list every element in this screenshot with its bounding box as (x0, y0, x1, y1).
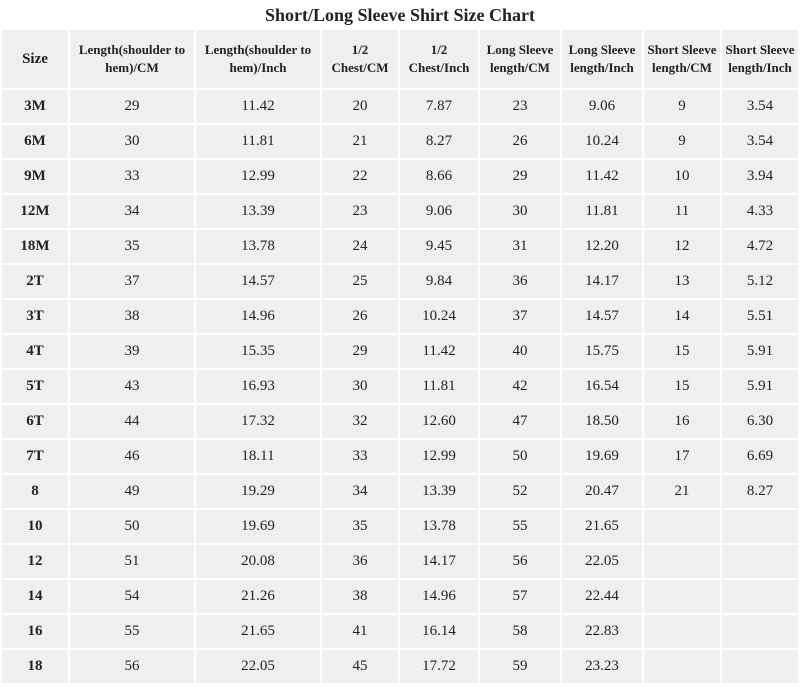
size-cell: 2T (2, 265, 68, 298)
long-sleeve-cm-cell: 52 (480, 475, 560, 508)
short-sleeve-cm-cell: 21 (644, 475, 720, 508)
short-sleeve-inch-cell (722, 650, 798, 683)
short-sleeve-inch-cell: 8.27 (722, 475, 798, 508)
chest-inch-cell: 9.06 (400, 195, 478, 228)
short-sleeve-inch-cell: 4.33 (722, 195, 798, 228)
long-sleeve-inch-cell: 19.69 (562, 440, 642, 473)
short-sleeve-inch-cell (722, 510, 798, 543)
chest-cm-cell: 34 (322, 475, 398, 508)
short-sleeve-inch-cell (722, 580, 798, 613)
length-cm-cell: 46 (70, 440, 194, 473)
short-sleeve-inch-cell (722, 615, 798, 648)
chest-cm-cell: 24 (322, 230, 398, 263)
long-sleeve-inch-cell: 23.23 (562, 650, 642, 683)
short-sleeve-cm-cell: 15 (644, 335, 720, 368)
length-inch-cell: 13.39 (196, 195, 320, 228)
chest-inch-cell: 8.27 (400, 125, 478, 158)
length-cm-cell: 44 (70, 405, 194, 438)
short-sleeve-cm-cell: 11 (644, 195, 720, 228)
long-sleeve-inch-cell: 14.17 (562, 265, 642, 298)
long-sleeve-inch-cell: 21.65 (562, 510, 642, 543)
table-body (2, 90, 798, 683)
short-sleeve-cm-cell (644, 650, 720, 683)
length-cm-cell: 34 (70, 195, 194, 228)
length-inch-cell: 11.81 (196, 125, 320, 158)
size-cell: 12 (2, 545, 68, 578)
short-sleeve-inch-cell: 6.69 (722, 440, 798, 473)
long-sleeve-inch-cell: 22.44 (562, 580, 642, 613)
long-sleeve-cm-cell: 40 (480, 335, 560, 368)
size-cell: 10 (2, 510, 68, 543)
short-sleeve-cm-cell: 15 (644, 370, 720, 403)
chest-inch-cell: 7.87 (400, 90, 478, 123)
long-sleeve-cm-cell: 55 (480, 510, 560, 543)
table-row (2, 405, 798, 438)
size-cell: 3T (2, 300, 68, 333)
chest-inch-cell: 9.45 (400, 230, 478, 263)
long-sleeve-inch-cell: 16.54 (562, 370, 642, 403)
chest-cm-cell: 23 (322, 195, 398, 228)
chest-cm-cell: 22 (322, 160, 398, 193)
length-inch-cell: 18.11 (196, 440, 320, 473)
length-inch-cell: 17.32 (196, 405, 320, 438)
chest-inch-cell: 11.42 (400, 335, 478, 368)
size-cell: 18M (2, 230, 68, 263)
long-sleeve-inch-cell: 11.42 (562, 160, 642, 193)
long-sleeve-inch-cell: 20.47 (562, 475, 642, 508)
long-sleeve-cm-cell: 23 (480, 90, 560, 123)
length-inch-cell: 14.96 (196, 300, 320, 333)
size-cell: 16 (2, 615, 68, 648)
column-header-short-sleeve-inch: Short Sleeve length/Inch (722, 30, 798, 88)
short-sleeve-inch-cell: 3.54 (722, 125, 798, 158)
length-cm-cell: 55 (70, 615, 194, 648)
long-sleeve-inch-cell: 18.50 (562, 405, 642, 438)
table-row (2, 195, 798, 228)
chest-cm-cell: 45 (322, 650, 398, 683)
table-row (2, 440, 798, 473)
long-sleeve-inch-cell: 12.20 (562, 230, 642, 263)
length-cm-cell: 54 (70, 580, 194, 613)
table-row (2, 90, 798, 123)
length-cm-cell: 35 (70, 230, 194, 263)
chest-inch-cell: 12.99 (400, 440, 478, 473)
table-row (2, 125, 798, 158)
table-row (2, 510, 798, 543)
long-sleeve-cm-cell: 31 (480, 230, 560, 263)
chest-cm-cell: 30 (322, 370, 398, 403)
length-cm-cell: 39 (70, 335, 194, 368)
header-row (2, 30, 798, 88)
chest-cm-cell: 35 (322, 510, 398, 543)
short-sleeve-inch-cell (722, 545, 798, 578)
long-sleeve-inch-cell: 9.06 (562, 90, 642, 123)
column-header-chest-cm: 1/2 Chest/CM (322, 30, 398, 88)
length-cm-cell: 33 (70, 160, 194, 193)
short-sleeve-cm-cell (644, 580, 720, 613)
size-cell: 5T (2, 370, 68, 403)
table-row (2, 265, 798, 298)
long-sleeve-cm-cell: 30 (480, 195, 560, 228)
long-sleeve-cm-cell: 58 (480, 615, 560, 648)
short-sleeve-inch-cell: 4.72 (722, 230, 798, 263)
length-cm-cell: 29 (70, 90, 194, 123)
long-sleeve-cm-cell: 56 (480, 545, 560, 578)
chest-inch-cell: 13.78 (400, 510, 478, 543)
size-cell: 7T (2, 440, 68, 473)
size-cell: 12M (2, 195, 68, 228)
length-inch-cell: 21.65 (196, 615, 320, 648)
chest-inch-cell: 11.81 (400, 370, 478, 403)
long-sleeve-cm-cell: 26 (480, 125, 560, 158)
length-cm-cell: 49 (70, 475, 194, 508)
table-row (2, 230, 798, 263)
table-header (2, 30, 798, 88)
chest-inch-cell: 16.14 (400, 615, 478, 648)
chest-cm-cell: 32 (322, 405, 398, 438)
short-sleeve-cm-cell: 17 (644, 440, 720, 473)
chest-inch-cell: 13.39 (400, 475, 478, 508)
table-row (2, 650, 798, 683)
length-inch-cell: 15.35 (196, 335, 320, 368)
table-row (2, 370, 798, 403)
length-inch-cell: 12.99 (196, 160, 320, 193)
short-sleeve-inch-cell: 3.54 (722, 90, 798, 123)
short-sleeve-inch-cell: 3.94 (722, 160, 798, 193)
short-sleeve-inch-cell: 5.12 (722, 265, 798, 298)
column-header-length-cm: Length(shoulder to hem)/CM (70, 30, 194, 88)
column-header-long-sleeve-cm: Long Sleeve length/CM (480, 30, 560, 88)
length-cm-cell: 38 (70, 300, 194, 333)
length-inch-cell: 20.08 (196, 545, 320, 578)
length-inch-cell: 19.29 (196, 475, 320, 508)
long-sleeve-inch-cell: 14.57 (562, 300, 642, 333)
short-sleeve-cm-cell: 12 (644, 230, 720, 263)
length-inch-cell: 14.57 (196, 265, 320, 298)
table-row (2, 160, 798, 193)
column-header-long-sleeve-inch: Long Sleeve length/Inch (562, 30, 642, 88)
chest-inch-cell: 10.24 (400, 300, 478, 333)
table-row (2, 335, 798, 368)
chest-inch-cell: 17.72 (400, 650, 478, 683)
size-cell: 6M (2, 125, 68, 158)
column-header-size: Size (2, 30, 68, 88)
chest-cm-cell: 29 (322, 335, 398, 368)
size-cell: 9M (2, 160, 68, 193)
size-cell: 3M (2, 90, 68, 123)
length-cm-cell: 50 (70, 510, 194, 543)
length-inch-cell: 16.93 (196, 370, 320, 403)
chest-inch-cell: 14.17 (400, 545, 478, 578)
chart-title: Short/Long Sleeve Shirt Size Chart (265, 5, 535, 25)
table-row (2, 580, 798, 613)
long-sleeve-inch-cell: 15.75 (562, 335, 642, 368)
length-inch-cell: 22.05 (196, 650, 320, 683)
column-header-short-sleeve-cm: Short Sleeve length/CM (644, 30, 720, 88)
long-sleeve-cm-cell: 50 (480, 440, 560, 473)
chest-cm-cell: 26 (322, 300, 398, 333)
short-sleeve-inch-cell: 5.91 (722, 370, 798, 403)
long-sleeve-inch-cell: 11.81 (562, 195, 642, 228)
short-sleeve-cm-cell (644, 615, 720, 648)
chest-inch-cell: 9.84 (400, 265, 478, 298)
long-sleeve-cm-cell: 59 (480, 650, 560, 683)
chest-cm-cell: 33 (322, 440, 398, 473)
length-inch-cell: 19.69 (196, 510, 320, 543)
size-cell: 14 (2, 580, 68, 613)
chest-inch-cell: 8.66 (400, 160, 478, 193)
long-sleeve-cm-cell: 57 (480, 580, 560, 613)
chest-cm-cell: 20 (322, 90, 398, 123)
table-row (2, 615, 798, 648)
chest-cm-cell: 25 (322, 265, 398, 298)
short-sleeve-cm-cell: 14 (644, 300, 720, 333)
chest-cm-cell: 41 (322, 615, 398, 648)
long-sleeve-inch-cell: 22.83 (562, 615, 642, 648)
table-row (2, 300, 798, 333)
size-cell: 6T (2, 405, 68, 438)
table-row (2, 545, 798, 578)
chest-inch-cell: 14.96 (400, 580, 478, 613)
length-cm-cell: 56 (70, 650, 194, 683)
short-sleeve-cm-cell: 10 (644, 160, 720, 193)
chest-inch-cell: 12.60 (400, 405, 478, 438)
long-sleeve-cm-cell: 47 (480, 405, 560, 438)
long-sleeve-cm-cell: 42 (480, 370, 560, 403)
long-sleeve-inch-cell: 22.05 (562, 545, 642, 578)
length-inch-cell: 11.42 (196, 90, 320, 123)
size-cell: 4T (2, 335, 68, 368)
chest-cm-cell: 21 (322, 125, 398, 158)
short-sleeve-cm-cell: 9 (644, 90, 720, 123)
short-sleeve-cm-cell (644, 510, 720, 543)
short-sleeve-inch-cell: 6.30 (722, 405, 798, 438)
long-sleeve-cm-cell: 36 (480, 265, 560, 298)
short-sleeve-cm-cell: 16 (644, 405, 720, 438)
size-cell: 8 (2, 475, 68, 508)
column-header-length-inch: Length(shoulder to hem)/Inch (196, 30, 320, 88)
table-row (2, 475, 798, 508)
size-cell: 18 (2, 650, 68, 683)
length-inch-cell: 21.26 (196, 580, 320, 613)
length-cm-cell: 30 (70, 125, 194, 158)
length-inch-cell: 13.78 (196, 230, 320, 263)
size-table (0, 28, 800, 685)
length-cm-cell: 51 (70, 545, 194, 578)
column-header-chest-inch: 1/2 Chest/Inch (400, 30, 478, 88)
short-sleeve-cm-cell (644, 545, 720, 578)
chest-cm-cell: 36 (322, 545, 398, 578)
long-sleeve-inch-cell: 10.24 (562, 125, 642, 158)
length-cm-cell: 43 (70, 370, 194, 403)
short-sleeve-cm-cell: 9 (644, 125, 720, 158)
chest-cm-cell: 38 (322, 580, 398, 613)
short-sleeve-cm-cell: 13 (644, 265, 720, 298)
long-sleeve-cm-cell: 37 (480, 300, 560, 333)
short-sleeve-inch-cell: 5.51 (722, 300, 798, 333)
long-sleeve-cm-cell: 29 (480, 160, 560, 193)
short-sleeve-inch-cell: 5.91 (722, 335, 798, 368)
length-cm-cell: 37 (70, 265, 194, 298)
